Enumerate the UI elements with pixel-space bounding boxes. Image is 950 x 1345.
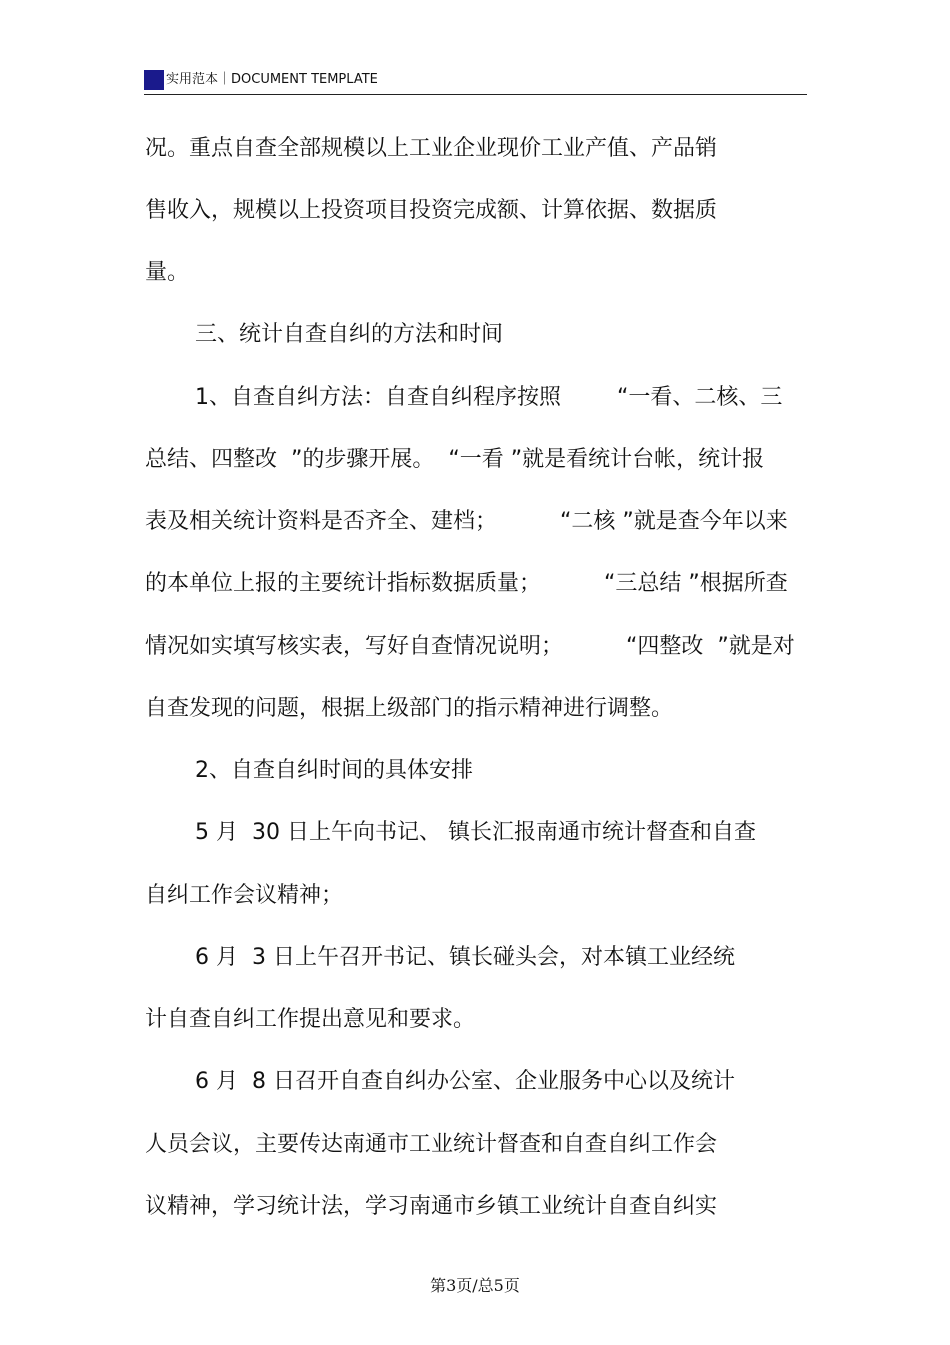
body-line-17: 人员会议，主要传达南通市工业统计督查和自查自纠工作会 bbox=[145, 1132, 718, 1157]
body-line-6: 总结、四整改 ”的步骤开展。 “一看 ”就是看统计台帐，统计报 bbox=[145, 447, 765, 472]
document-header bbox=[144, 66, 807, 95]
header-label: 实用范本｜DOCUMENT TEMPLATE bbox=[166, 72, 378, 87]
header-logo-square bbox=[144, 70, 164, 90]
body-line-13: 自纠工作会议精神； bbox=[145, 883, 344, 908]
body-line-14: 6 月 3 日上午召开书记、镇长碰头会，对本镇工业经统 bbox=[195, 945, 735, 970]
body-line-12: 5 月 30 日上午向书记、 镇长汇报南通市统计督查和自查 bbox=[195, 820, 756, 845]
body-line-8: 的本单位上报的主要统计指标数据质量； “三总结 ”根据所查 bbox=[145, 571, 788, 596]
body-line-5: 1、自查自纠方法：自查自纠程序按照 “一看、二核、三 bbox=[195, 385, 783, 410]
body-line-15: 计自查自纠工作提出意见和要求。 bbox=[145, 1007, 476, 1032]
body-line-1: 况。重点自查全部规模以上工业企业现价工业产值、产品销 bbox=[145, 136, 718, 161]
body-line-16: 6 月 8 日召开自查自纠办公室、企业服务中心以及统计 bbox=[195, 1069, 735, 1094]
body-line-3: 量。 bbox=[145, 260, 190, 285]
body-line-2: 售收入，规模以上投资项目投资完成额、计算依据、数据质 bbox=[145, 198, 718, 223]
body-line-10: 自查发现的问题，根据上级部门的指示精神进行调整。 bbox=[145, 696, 674, 721]
page-number: 第3页/总5页 bbox=[430, 1276, 520, 1295]
body-line-9: 情况如实填写核实表，写好自查情况说明； “四整改 ”就是对 bbox=[145, 634, 795, 659]
body-line-7: 表及相关统计资料是否齐全、建档； “二核 ”就是查今年以来 bbox=[145, 509, 788, 534]
body-line-18: 议精神，学习统计法，学习南通市乡镇工业统计自查自纠实 bbox=[145, 1194, 718, 1219]
section-heading: 三、统计自查自纠的方法和时间 bbox=[195, 322, 504, 347]
subsection-heading: 2、自查自纠时间的具体安排 bbox=[195, 758, 473, 783]
